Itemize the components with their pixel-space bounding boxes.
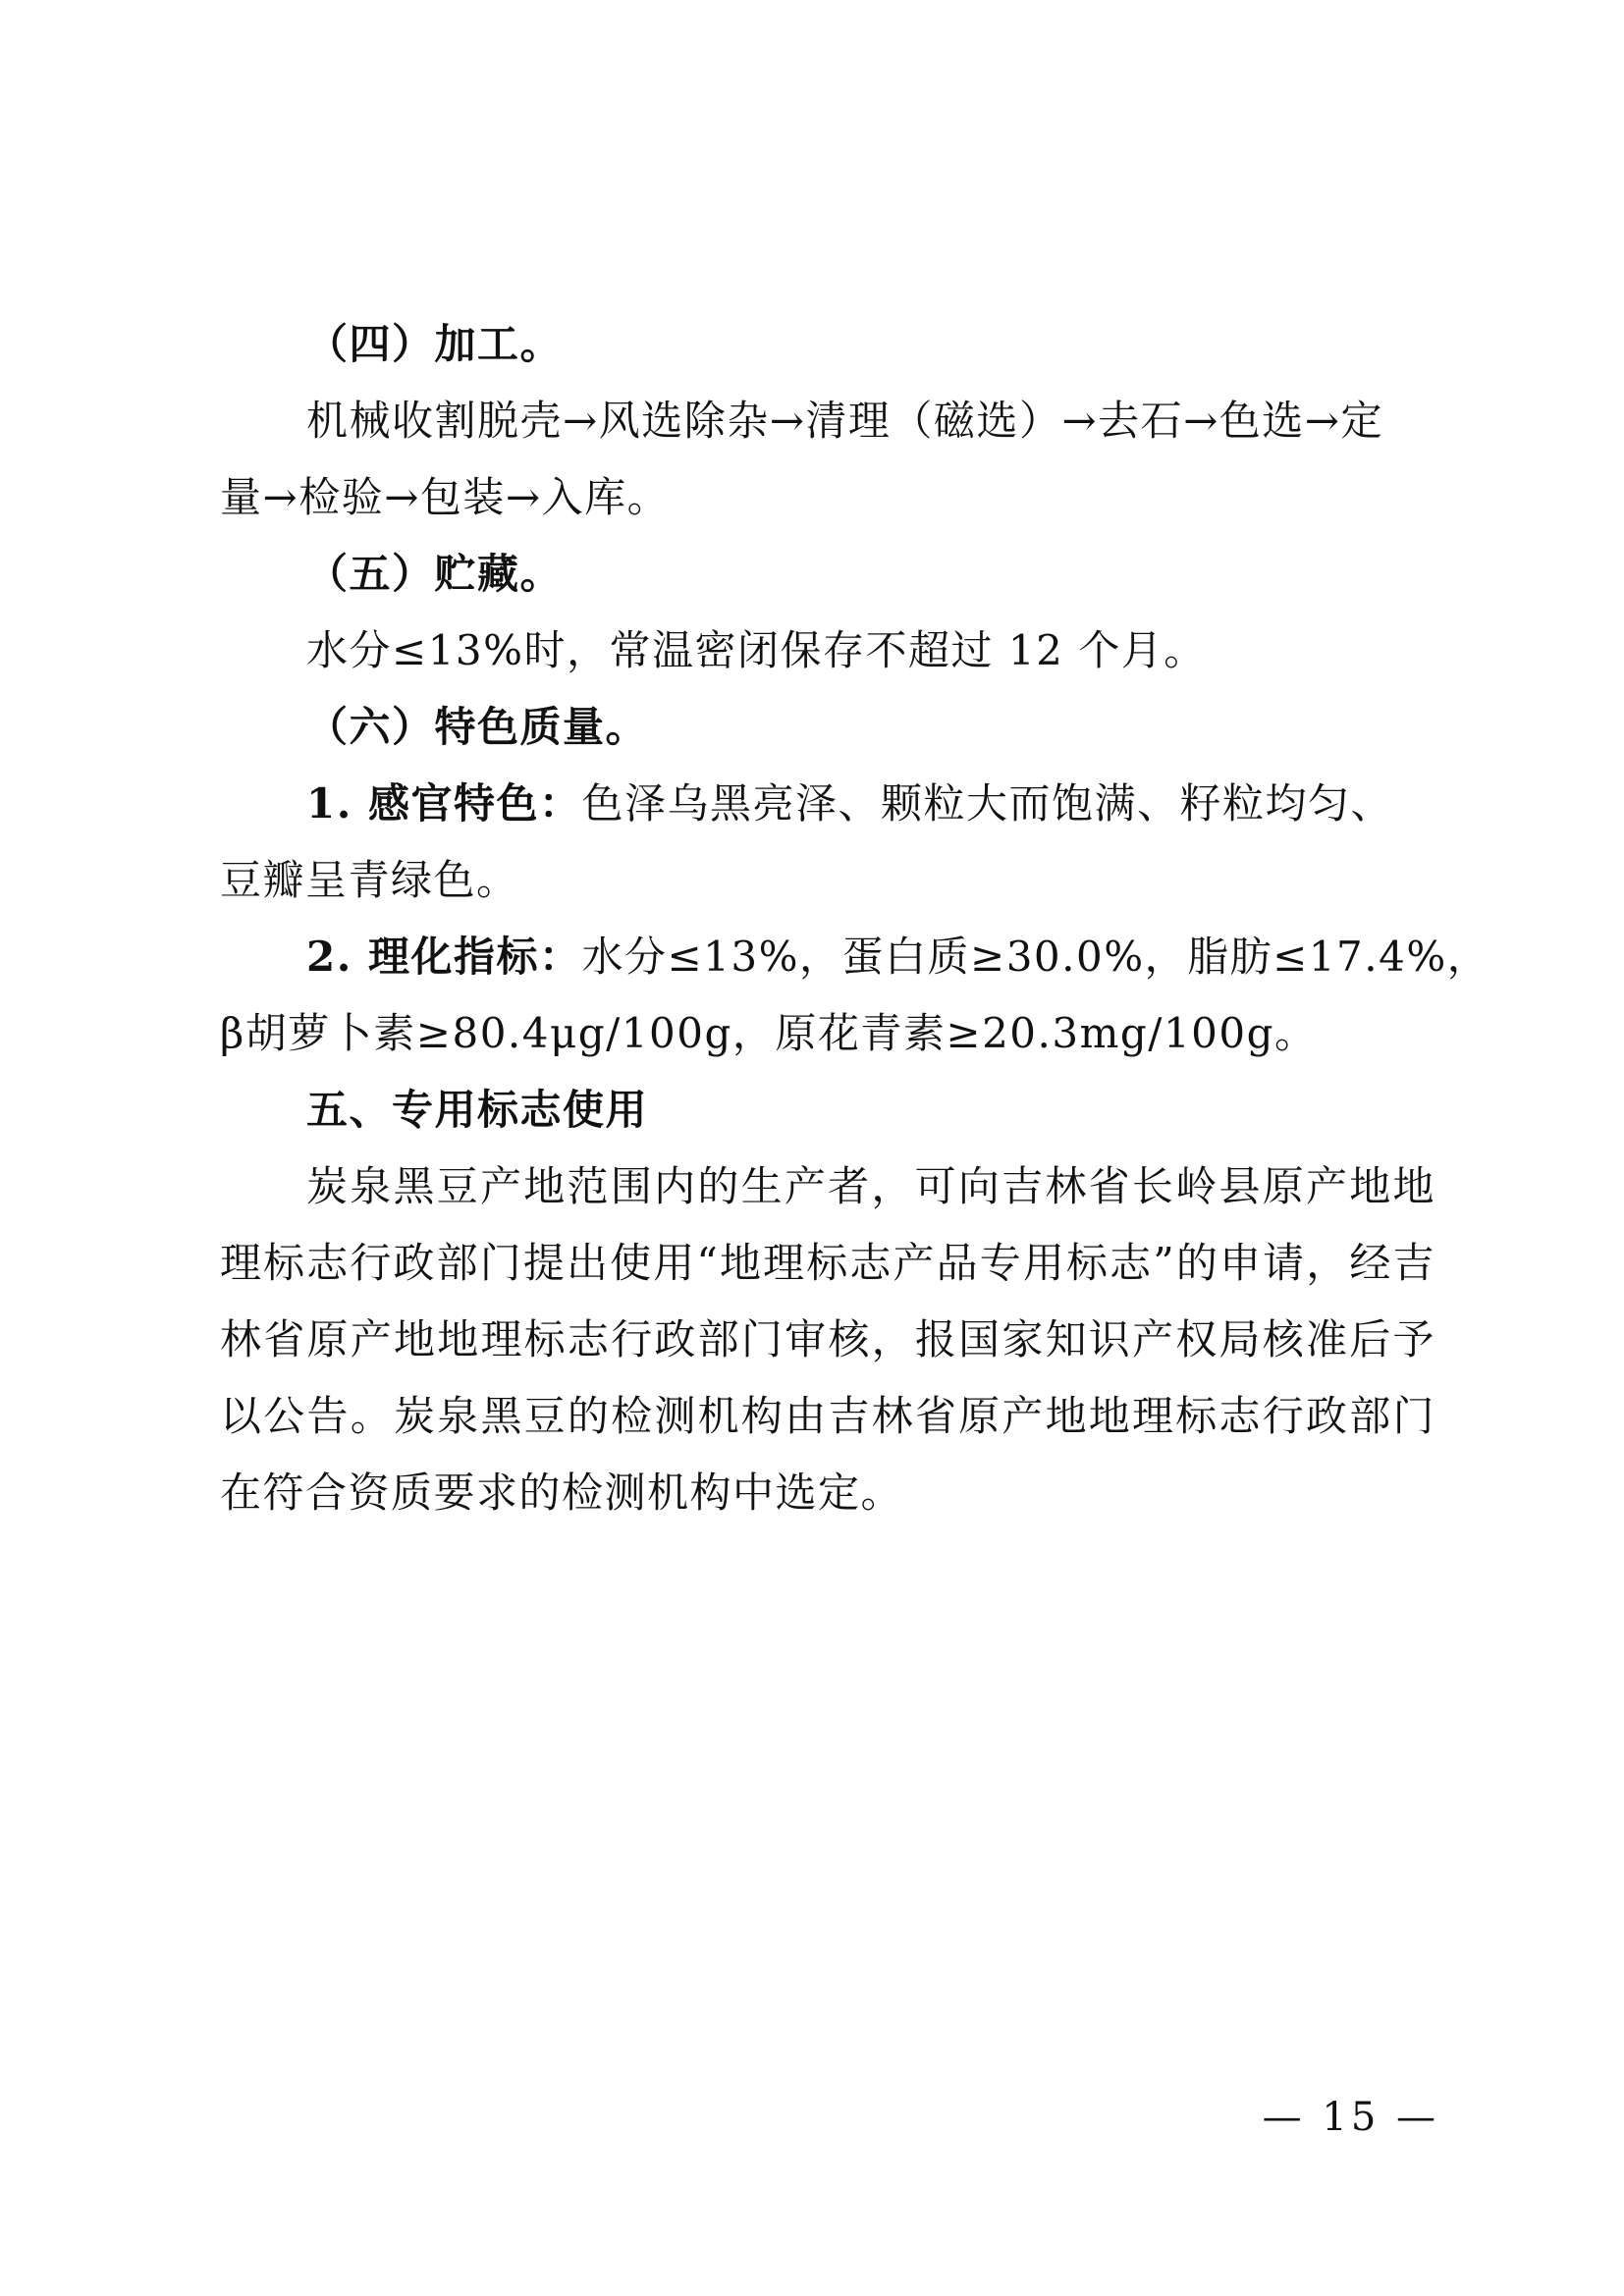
processing-heading: （四）加工。 (306, 320, 564, 368)
sensory-label: 1. 感官特色： (306, 779, 582, 828)
sensory-line-2: 豆瓣呈青绿色。 (220, 856, 519, 904)
processing-line-1: 机械收割脱壳→风选除杂→清理（磁选）→去石→色选→定 (306, 397, 1383, 445)
storage-text: 水分≤13%时，常温密闭保存不超过 12 个月。 (306, 626, 1207, 674)
sensory-line-1 (220, 766, 1435, 842)
quality-heading: （六）特色质量。 (306, 703, 649, 751)
storage-heading: （五）贮藏。 (306, 550, 564, 598)
mark-paragraph: 炭泉黑豆产地范围内的生产者，可向吉林省长岭县原产地地理标志行政部门提出使用“地理标志产品专用标志”的申请，经吉林省原产地地理标志行政部门审核，报国家知识产权局核准后予以公告。炭泉黑豆的检测机构由吉林省原产地地理标志行政部门在符合资质要求的检测机构中选定。 (220, 1162, 1435, 1517)
physchem-line-1 (220, 919, 1490, 995)
physchem-label: 2. 理化指标： (306, 933, 582, 981)
physchem-line-2: β胡萝卜素≥80.4μg/100g，原花青素≥20.3mg/100g。 (220, 1009, 1318, 1057)
mark-heading: 五、专用标志使用 (306, 1086, 649, 1134)
processing-line-2: 量→检验→包装→入库。 (220, 473, 671, 521)
page-content (220, 306, 1490, 1531)
physchem-text-1: 水分≤13%，蛋白质≥30.0%，脂肪≤17.4%， (581, 933, 1490, 981)
sensory-text-1: 色泽乌黑亮泽、颗粒大而饱满、籽粒均匀、 (581, 779, 1393, 828)
page-number: — 15 — (1262, 2095, 1439, 2140)
